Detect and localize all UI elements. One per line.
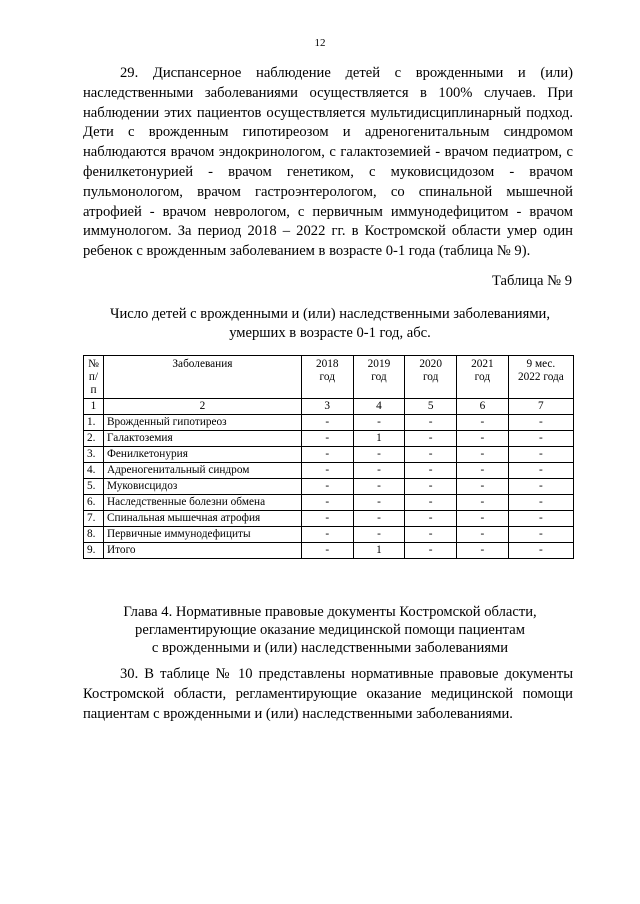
value-cell: 1 xyxy=(353,431,405,447)
value-cell: - xyxy=(301,479,353,495)
table-row xyxy=(84,527,574,543)
header-disease: Заболевания xyxy=(103,356,301,399)
table-title-line-2: умерших в возрасте 0-1 год, абс. xyxy=(229,324,431,341)
value-cell: - xyxy=(301,495,353,511)
chapter-line-1: Глава 4. Нормативные правовые документы Костромской области, xyxy=(123,604,537,620)
value-cell: - xyxy=(457,511,509,527)
value-cell: - xyxy=(457,479,509,495)
header-2021: 2021 год xyxy=(457,356,509,399)
disease-name: Галактоземия xyxy=(103,431,301,447)
value-cell: - xyxy=(353,415,405,431)
chapter-line-3: с врожденными и (или) наследственными заболеваниями xyxy=(151,640,509,656)
column-number: 5 xyxy=(405,399,457,415)
value-cell: - xyxy=(457,495,509,511)
disease-name: Первичные иммунодефициты xyxy=(103,527,301,543)
table-header-row xyxy=(84,356,574,399)
chapter-line-2: регламентирующие оказание медицинской помощи пациентам xyxy=(135,622,525,638)
column-number: 3 xyxy=(301,399,353,415)
value-cell: - xyxy=(405,527,457,543)
disease-name: Спинальная мышечная атрофия xyxy=(103,511,301,527)
column-number-row xyxy=(84,399,574,415)
value-cell: - xyxy=(405,463,457,479)
table-title xyxy=(60,305,600,342)
table-row xyxy=(84,447,574,463)
table-label: Таблица № 9 xyxy=(492,273,572,289)
value-cell: - xyxy=(301,447,353,463)
table-row xyxy=(84,543,574,559)
row-number: 4. xyxy=(84,463,104,479)
value-cell: - xyxy=(301,415,353,431)
value-cell: - xyxy=(353,447,405,463)
disease-name: Фенилкетонурия xyxy=(103,447,301,463)
value-cell: - xyxy=(301,431,353,447)
value-cell: - xyxy=(457,543,509,559)
disease-name: Муковисцидоз xyxy=(103,479,301,495)
value-cell: - xyxy=(405,495,457,511)
page-number: 12 xyxy=(314,37,326,49)
disease-name: Адреногенитальный синдром xyxy=(103,463,301,479)
column-number: 6 xyxy=(457,399,509,415)
value-cell: - xyxy=(508,543,573,559)
value-cell: - xyxy=(353,527,405,543)
column-number: 1 xyxy=(84,399,104,415)
disease-name: Врожденный гипотиреоз xyxy=(103,415,301,431)
value-cell: - xyxy=(353,463,405,479)
value-cell: - xyxy=(405,447,457,463)
disease-name: Наследственные болезни обмена xyxy=(103,495,301,511)
value-cell: - xyxy=(457,431,509,447)
value-cell: - xyxy=(508,527,573,543)
table-row xyxy=(84,495,574,511)
value-cell: - xyxy=(508,495,573,511)
value-cell: - xyxy=(508,479,573,495)
paragraph-29: 29. Диспансерное наблюдение детей с врожденными и (или) наследственными заболеваниями осуществляется в 100% случаев. При наблюдении этих пациентов осуществляется мультидисциплинарный подход. Дети с врожденным гипотиреозом и адреногенитальным синдромом наблюдаются врачом эндокринологом, с галактоземией - врачом педиатром, с фенилкетонурией - врачом генетиком, с муковисцидозом - врачом пульмонологом, врачом гастроэнтерологом, со спинальной мышечной атрофией - врачом неврологом, с первичным иммунодефицитом - врачом иммунологом. За период 2018 – 2022 гг. в Костромской области умер один ребенок с врожденным заболеванием в возрасте 0-1 года (таблица № 9). xyxy=(83,65,573,260)
table-row xyxy=(84,479,574,495)
value-cell: - xyxy=(405,415,457,431)
table-title-line-1: Число детей с врожденными и (или) наследственными заболеваниями, xyxy=(109,306,551,322)
value-cell: - xyxy=(405,431,457,447)
table-body xyxy=(84,415,574,559)
column-number: 2 xyxy=(103,399,301,415)
value-cell: - xyxy=(508,415,573,431)
value-cell: - xyxy=(301,511,353,527)
header-num: № п/ п xyxy=(84,356,104,399)
value-cell: - xyxy=(301,463,353,479)
row-number: 1. xyxy=(84,415,104,431)
value-cell: - xyxy=(457,463,509,479)
header-2019: 2019 год xyxy=(353,356,405,399)
table-row xyxy=(84,463,574,479)
value-cell: - xyxy=(353,511,405,527)
header-2022: 9 мес. 2022 года xyxy=(508,356,573,399)
disease-mortality-table xyxy=(83,355,574,559)
row-number: 7. xyxy=(84,511,104,527)
value-cell: - xyxy=(353,479,405,495)
chapter-heading xyxy=(60,603,600,657)
value-cell: - xyxy=(301,527,353,543)
column-number: 4 xyxy=(353,399,405,415)
table-row xyxy=(84,431,574,447)
row-number: 9. xyxy=(84,543,104,559)
value-cell: - xyxy=(405,511,457,527)
row-number: 2. xyxy=(84,431,104,447)
paragraph-30: 30. В таблице № 10 представлены нормативные правовые документы Костромской области, регламентирующие оказание медицинской помощи пациентам с врожденными и (или) наследственными заболеваниями. xyxy=(83,666,573,722)
value-cell: - xyxy=(457,447,509,463)
table-row xyxy=(84,511,574,527)
header-2020: 2020 год xyxy=(405,356,457,399)
value-cell: - xyxy=(405,479,457,495)
table-row xyxy=(84,415,574,431)
value-cell: 1 xyxy=(353,543,405,559)
header-2018: 2018 год xyxy=(301,356,353,399)
row-number: 5. xyxy=(84,479,104,495)
value-cell: - xyxy=(508,447,573,463)
value-cell: - xyxy=(353,495,405,511)
row-number: 6. xyxy=(84,495,104,511)
value-cell: - xyxy=(508,431,573,447)
value-cell: - xyxy=(301,543,353,559)
value-cell: - xyxy=(405,543,457,559)
row-number: 3. xyxy=(84,447,104,463)
row-number: 8. xyxy=(84,527,104,543)
disease-name: Итого xyxy=(103,543,301,559)
value-cell: - xyxy=(457,527,509,543)
value-cell: - xyxy=(508,511,573,527)
column-number: 7 xyxy=(508,399,573,415)
value-cell: - xyxy=(457,415,509,431)
value-cell: - xyxy=(508,463,573,479)
